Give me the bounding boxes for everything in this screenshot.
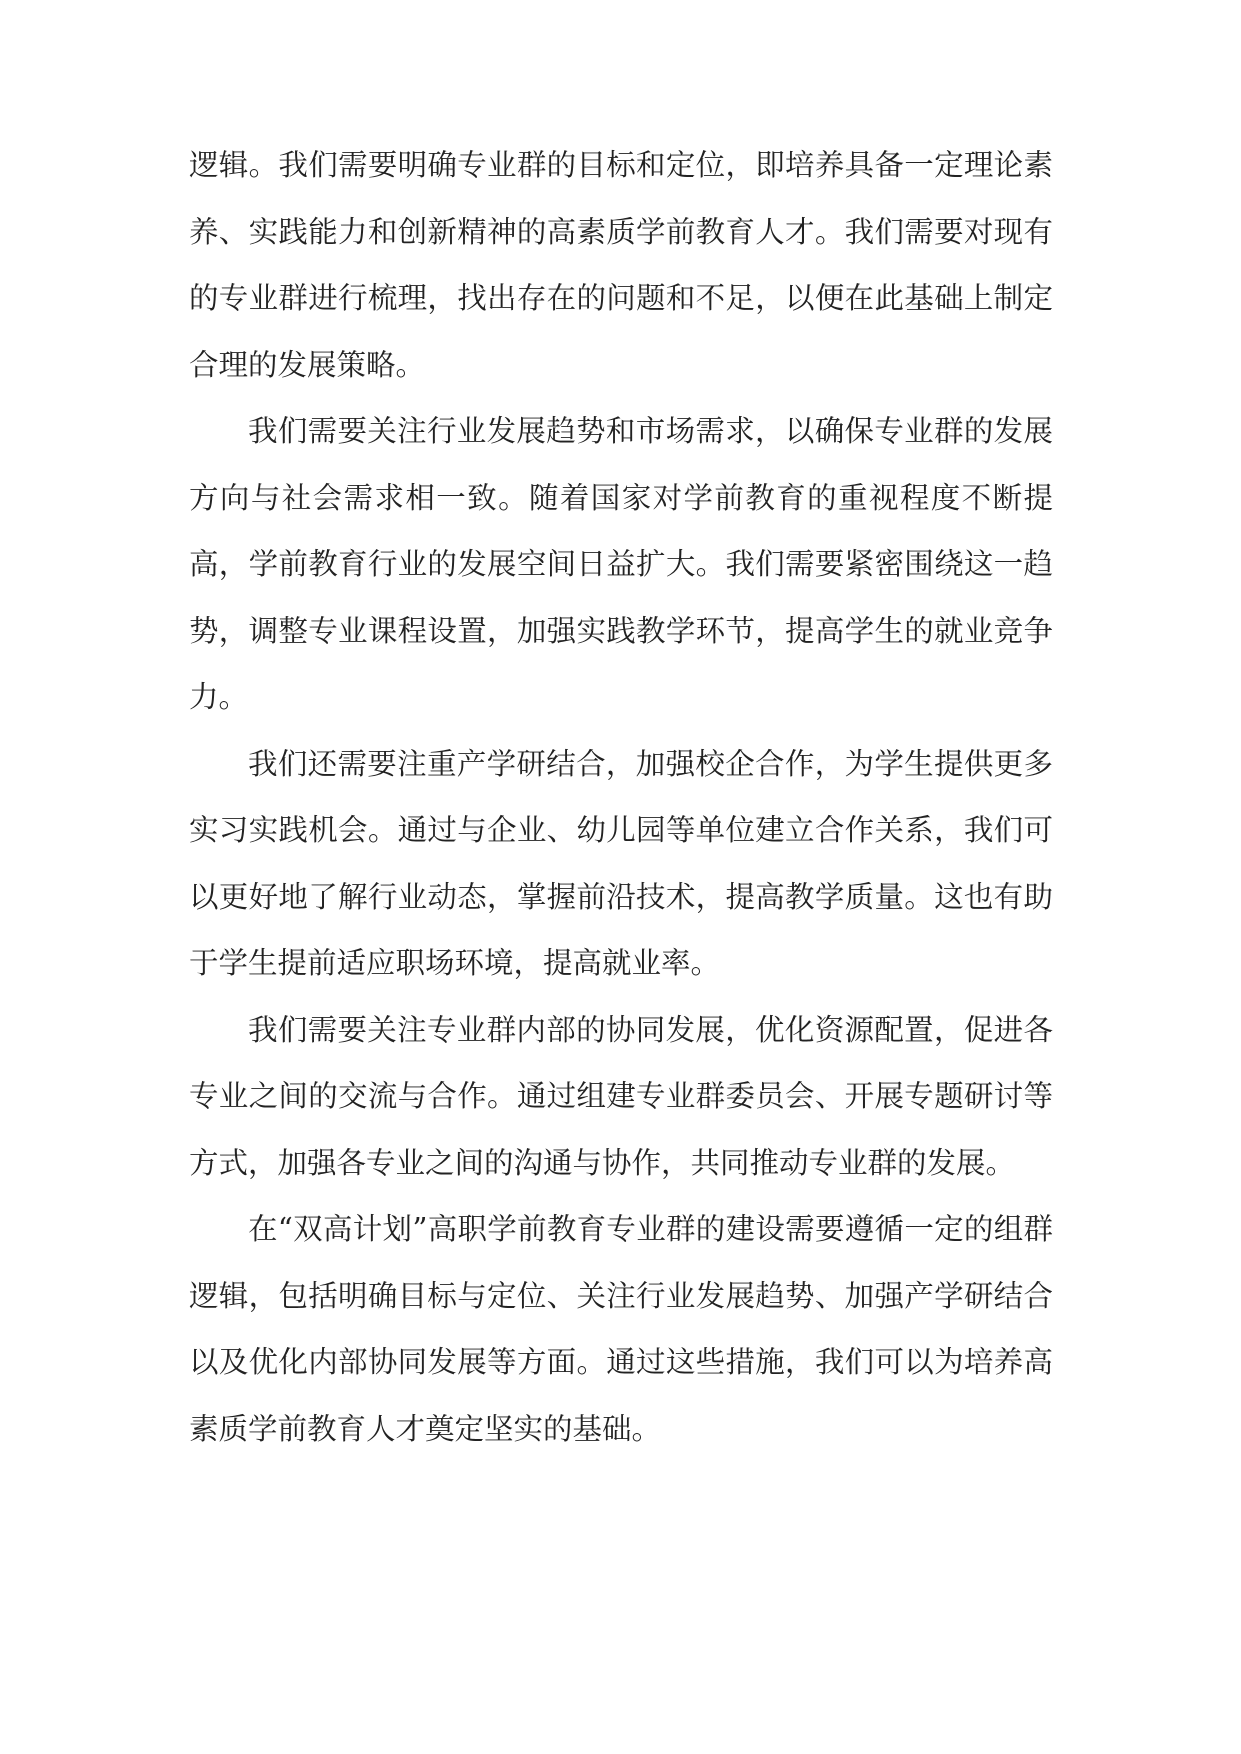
paragraph-4: 我们需要关注专业群内部的协同发展，优化资源配置，促进各专业之间的交流与合作。通过组建专业群委员会、开展专题研讨等方式，加强各专业之间的沟通与协作，共同推动专业群的发展。: [189, 1012, 1053, 1180]
paragraph-5: 在“双高计划”高职学前教育专业群的建设需要遵循一定的组群逻辑，包括明确目标与定位、关注行业发展趋势、加强产学研结合以及优化内部协同发展等方面。通过这些措施，我们可以为培养高素质学前教育人才奠定坚实的基础。: [189, 1212, 1053, 1446]
document-body: [189, 132, 1053, 1462]
paragraph-1: 逻辑。我们需要明确专业群的目标和定位，即培养具备一定理论素养、实践能力和创新精神的高素质学前教育人才。我们需要对现有的专业群进行梳理，找出存在的问题和不足，以便在此基础上制定合理的发展策略。: [189, 148, 1053, 382]
paragraph-2: 我们需要关注行业发展趋势和市场需求，以确保专业群的发展方向与社会需求相一致。随着国家对学前教育的重视程度不断提高，学前教育行业的发展空间日益扩大。我们需要紧密围绕这一趋势，调整专业课程设置，加强实践教学环节，提高学生的就业竞争力。: [189, 414, 1053, 714]
paragraph-3: 我们还需要注重产学研结合，加强校企合作，为学生提供更多实习实践机会。通过与企业、幼儿园等单位建立合作关系，我们可以更好地了解行业动态，掌握前沿技术，提高教学质量。这也有助于学生提前适应职场环境，提高就业率。: [189, 746, 1053, 980]
